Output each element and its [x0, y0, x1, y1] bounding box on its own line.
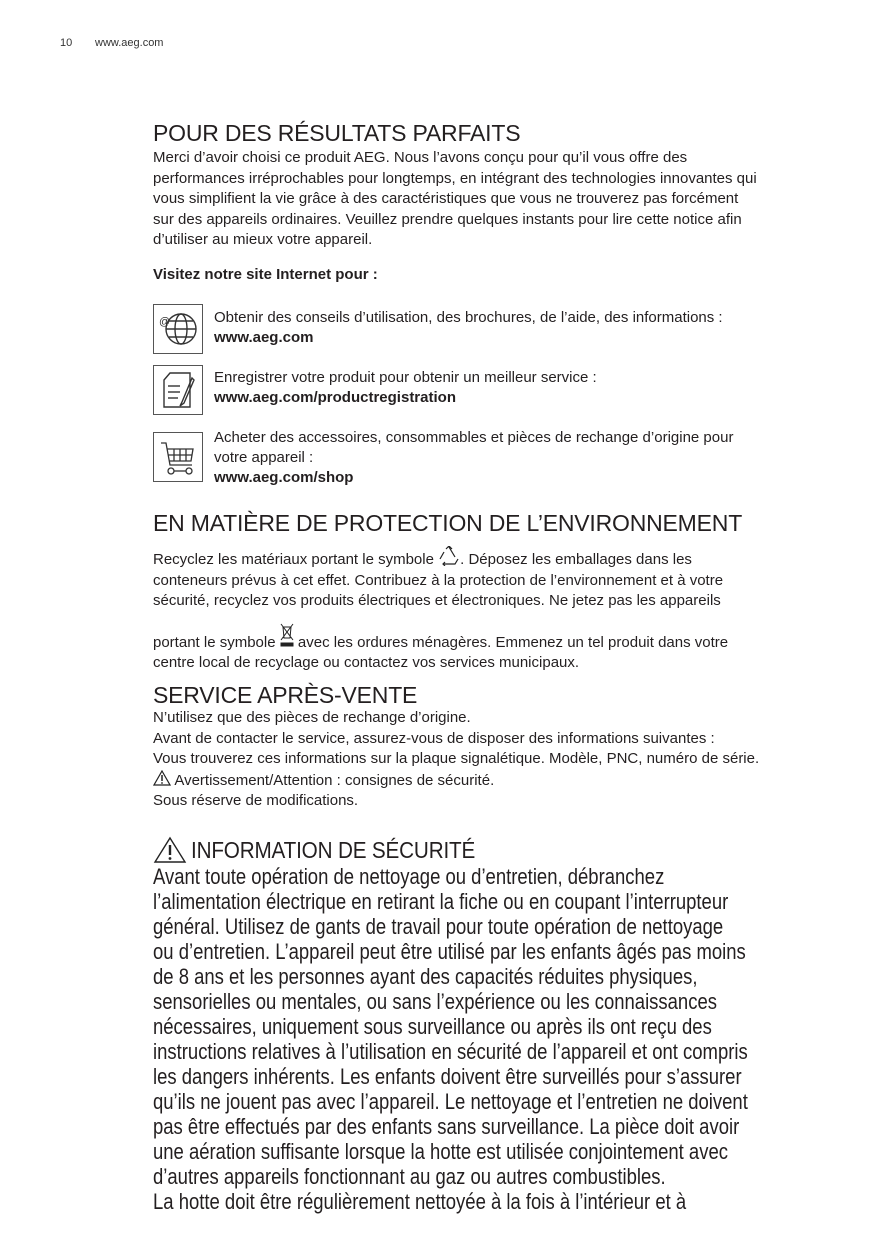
text-line: d’autres appareils fonctionnant au gaz ou autres combustibles. [153, 1164, 666, 1189]
text-line: centre local de recyclage ou contactez vos services municipaux. [153, 654, 580, 671]
text-line: La hotte doit être régulièrement nettoyée à la fois à l’intérieur et à [153, 1189, 687, 1214]
item-text: votre appareil : [214, 449, 314, 466]
info-item [214, 308, 723, 348]
text-line: Avant toute opération de nettoyage ou d’entretien, débranchez [153, 864, 665, 889]
safety-heading [153, 836, 507, 864]
warning-icon [153, 836, 187, 864]
environment-text [153, 546, 728, 674]
safety-text [153, 864, 861, 1214]
registration-link[interactable]: www.aeg.com/productregistration [214, 389, 456, 406]
text-line: instructions relatives à l’utilisation en sécurité de l’appareil et ont compris [153, 1039, 748, 1064]
shop-link[interactable]: www.aeg.com/shop [214, 469, 354, 486]
text-line: une aération suffisante lorsque la hotte est utilisée conjointement avec [153, 1139, 728, 1164]
warning-icon [153, 770, 171, 786]
recycle-icon [438, 546, 460, 566]
text-line: Sous réserve de modifications. [153, 792, 359, 809]
text-line: ou d’entretien. L’appareil peut être utilisé par les enfants âgés pas moins [153, 939, 746, 964]
aeg-link[interactable]: www.aeg.com [214, 329, 314, 346]
results-intro [153, 148, 757, 251]
service-title: SERVICE APRÈS-VENTE [153, 682, 418, 708]
text-line: Avant de contacter le service, assurez-vous de disposer des informations suivantes : [153, 729, 715, 747]
safety-title: INFORMATION DE SÉCURITÉ [191, 836, 476, 863]
text-line: d’utiliser au mieux votre appareil. [153, 231, 373, 248]
service-text [153, 708, 759, 812]
text-line: sécurité, recyclez vos produits électriques et électroniques. Ne jetez pas les appareils [153, 592, 721, 609]
registration-note-icon [153, 365, 203, 415]
text-line: sensorielles ou mentales, ou sans l’expérience ou les connaissances [153, 989, 717, 1014]
text-line: général. Utilisez de gants de travail pour toute opération de nettoyage [153, 914, 724, 939]
text: portant le symbole [153, 633, 280, 651]
results-title: POUR DES RÉSULTATS PARFAITS [153, 120, 521, 146]
text-line: vous simplifient la vie grâce à des caractéristiques que vous ne trouverez pas forcément [153, 190, 739, 207]
globe-at-icon [153, 304, 203, 354]
text: Recyclez les matériaux portant le symbole [153, 551, 439, 568]
text-line: sur des appareils ordinaires. Veuillez prendre quelques instants pour lire cette notice afin [153, 210, 742, 228]
text-line: pas être effectués par des enfants sans surveillance. La pièce doit avoir [153, 1114, 740, 1139]
shopping-cart-icon [153, 432, 203, 482]
text: . Déposez les emballages dans les [460, 551, 692, 568]
item-text: Acheter des accessoires, consommables et pièces de rechange d’origine pour [214, 429, 734, 446]
svg-text:@: @ [159, 316, 171, 328]
text-line: qu’ils ne jouent pas avec l’appareil. Le nettoyage et l’entretien ne doivent [153, 1089, 748, 1114]
text: Avertissement/Attention : consignes de sécurité. [171, 771, 495, 789]
text-line: performances irréprochables pour longtemps, en intégrant des technologies innovantes qui [153, 169, 757, 187]
header-site: www.aeg.com [95, 37, 164, 49]
text-line: l’alimentation électrique en retirant la fiche ou en coupant l’interrupteur [153, 889, 729, 914]
text-line: les dangers inhérents. Les enfants doivent être surveillés pour s’assurer [153, 1064, 742, 1089]
text-line: N’utilisez que des pièces de rechange d’origine. [153, 709, 471, 726]
text-line: conteneurs prévus à cet effet. Contribuez à la protection de l’environnement et à votre [153, 571, 724, 589]
weee-bin-icon [280, 623, 294, 649]
text-line: nécessaires, uniquement sous surveillance ou après ils ont reçu des [153, 1014, 712, 1039]
visit-label: Visitez notre site Internet pour : [153, 266, 378, 283]
environment-title: EN MATIÈRE DE PROTECTION DE L’ENVIRONNEMENT [153, 510, 743, 536]
text: avec les ordures ménagères. Emmenez un tel produit dans votre [293, 633, 729, 651]
registration-item [214, 368, 597, 408]
item-text: Enregistrer votre produit pour obtenir un meilleur service : [214, 369, 597, 386]
text-line: Vous trouverez ces informations sur la plaque signalétique. Modèle, PNC, numéro de série. [153, 750, 760, 767]
page-number: 10 [60, 37, 73, 49]
item-text: Obtenir des conseils d’utilisation, des brochures, de l’aide, des informations : [214, 309, 723, 326]
text-line: de 8 ans et les personnes ayant des capacités réduites physiques, [153, 964, 698, 989]
text-line: Merci d’avoir choisi ce produit AEG. Nous l’avons conçu pour qu’il vous offre des [153, 149, 688, 166]
shop-item [214, 428, 733, 488]
